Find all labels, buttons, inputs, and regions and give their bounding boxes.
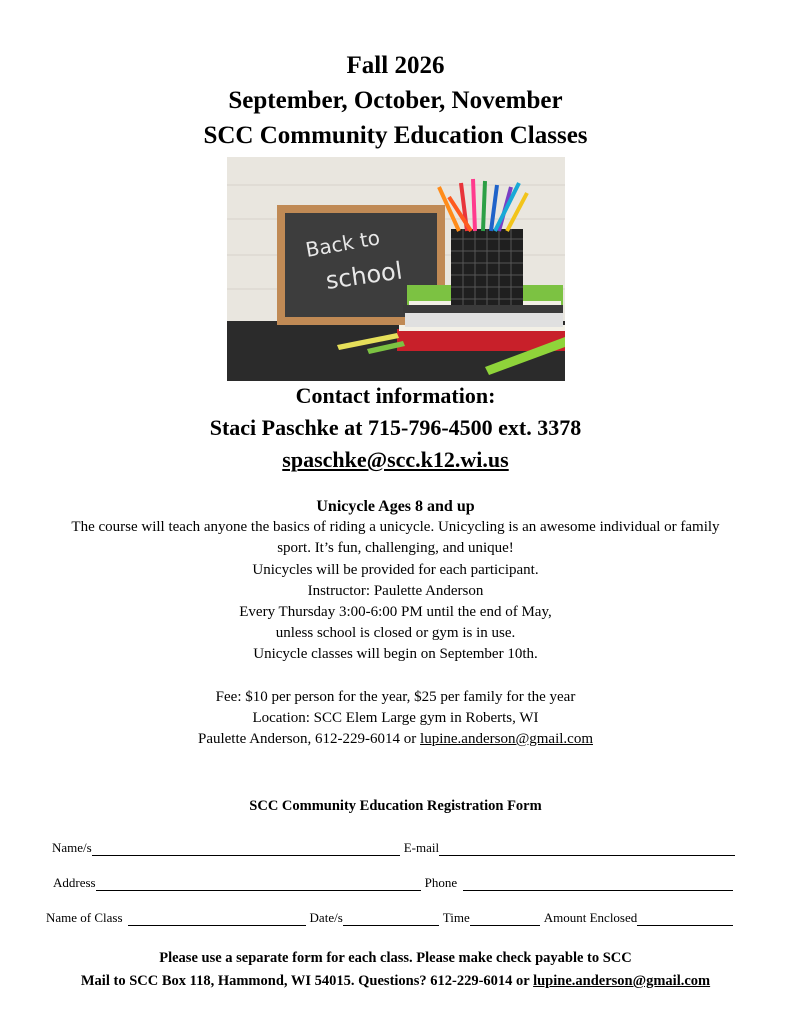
contact-heading: Contact information: (295, 383, 496, 408)
form-row-name-email (52, 840, 739, 856)
email-label: E-mail (403, 840, 440, 855)
name-label: Name/s (52, 840, 92, 855)
class-title: Unicycle Ages 8 and up (316, 498, 475, 515)
amount-label: Amount Enclosed (543, 910, 638, 925)
time-field[interactable] (470, 913, 540, 926)
footer-line-2 (0, 970, 791, 993)
class-description-3: Unicycles will be provided for each participant. (252, 561, 539, 578)
class-instructor: Instructor: Paulette Anderson (307, 582, 484, 599)
footer-mail-text: Mail to SCC Box 118, Hammond, WI 54015. Questions? 612-229-6014 or (80, 973, 534, 989)
class-description-2: sport. It’s fun, challenging, and unique! (277, 540, 514, 557)
registration-form-title: SCC Community Education Registration Form (249, 798, 542, 814)
class-name-field[interactable] (128, 913, 306, 926)
class-description-1: The course will teach anyone the basics of riding a unicycle. Unicycling is an awesome individual or family (71, 519, 720, 536)
class-location: Location: SCC Elem Large gym in Roberts, WI (252, 709, 539, 726)
footer-email-link[interactable]: lupine.anderson@gmail.com (533, 973, 711, 989)
class-contact-prefix: Paulette Anderson, 612-229-6014 or (197, 731, 421, 748)
name-field[interactable] (92, 843, 400, 856)
footer-instructions (0, 947, 791, 993)
contact-email-link[interactable]: spaschke@scc.k12.wi.us (282, 447, 509, 472)
title-program: SCC Community Education Classes (203, 122, 588, 149)
class-schedule-2: unless school is closed or gym is in use. (275, 625, 516, 642)
contact-name-phone: Staci Paschke at 715-796-4500 ext. 3378 (209, 415, 582, 440)
title-months: September, October, November (228, 87, 563, 114)
form-row-address-phone (53, 875, 737, 891)
class-section (30, 496, 761, 750)
footer-line-1: Please use a separate form for each class. Please make check payable to SCC (159, 950, 632, 966)
back-to-school-photo (227, 157, 565, 381)
contact-email-row (0, 444, 791, 476)
email-field[interactable] (439, 843, 735, 856)
phone-label: Phone (424, 875, 458, 890)
address-field[interactable] (96, 878, 421, 891)
chalkboard-text-1: Back to (303, 225, 382, 262)
class-name-label: Name of Class (46, 910, 123, 925)
class-contact-email-link[interactable]: lupine.anderson@gmail.com (420, 731, 593, 748)
amount-field[interactable] (637, 913, 733, 926)
address-label: Address (53, 875, 96, 890)
time-label: Time (442, 910, 470, 925)
chalkboard-text-2: school (323, 256, 405, 295)
title-season: Fall 2026 (346, 52, 445, 79)
class-contact (30, 729, 761, 750)
class-start: Unicycle classes will begin on September 10th. (253, 646, 538, 663)
form-row-class-details (46, 910, 737, 926)
class-schedule-1: Every Thursday 3:00-6:00 PM until the end of May, (239, 604, 552, 621)
dates-field[interactable] (343, 913, 439, 926)
dates-label: Date/s (309, 910, 343, 925)
phone-field[interactable] (463, 878, 733, 891)
class-fee: Fee: $10 per person for the year, $25 per family for the year (215, 688, 576, 705)
